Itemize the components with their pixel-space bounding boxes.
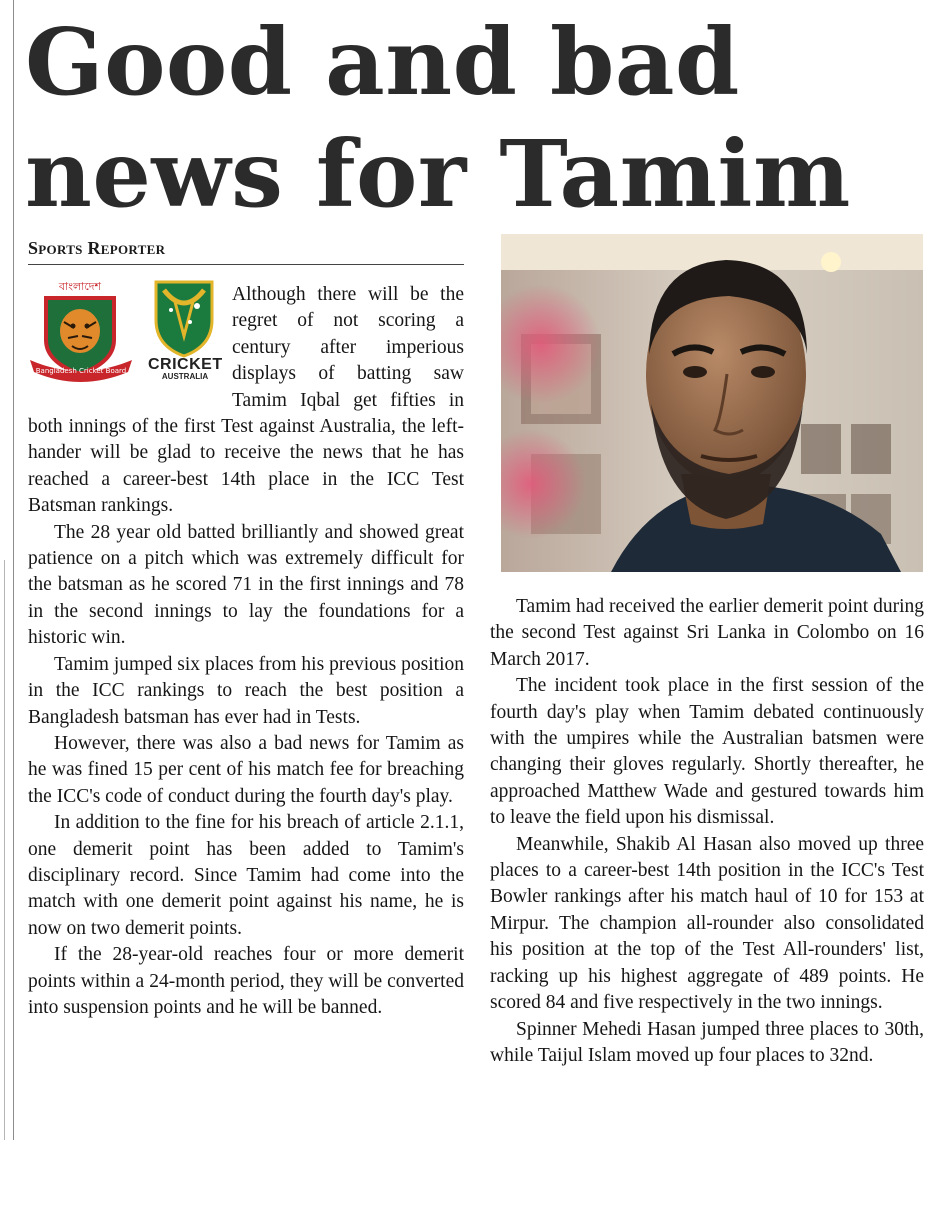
paragraph: The incident took place in the first session of the fourth day's play when Tamim debated continuously with the umpires while the Australian batsmen were changing their gloves regularly. Shortly thereafter, he approached Matthew Wade and gestured towards him to leave the field upon his dismissal.: [490, 675, 924, 829]
ca-logo-line2: AUSTRALIA: [161, 372, 209, 381]
paragraph: Meanwhile, Shakib Al Hasan also moved up three places to a career-best 14th position in the ICC's Test Bowler rankings after his match haul of 10 for 153 at Mirpur. The champion all-rounder also consolidated his position at the top of the Test All-rounders' list, racking up his highest aggregate of 489 points. He scored 84 and five respectively in the two innings.: [490, 833, 924, 1014]
paragraph: Spinner Mehedi Hasan jumped three places to 30th, while Taijul Islam moved up four places to 32nd.: [490, 1018, 924, 1066]
paragraph: Tamim jumped six places from his previous position in the ICC rankings to reach the best position a Bangladesh batsman has ever had in Tests.: [28, 653, 464, 728]
paragraph: If the 28-year-old reaches four or more demerit points within a 24-month period, they will be converted into suspension points and he will be banned.: [28, 944, 464, 1018]
page-margin-rule-inner: [4, 560, 5, 1140]
paragraph: Although there will be the regret of not scoring a century after imperious displays of batting saw Tamim Iqbal get fifties in both innings of the first Test against Australia, the left-hander will be glad to receive the news that he has reached a career-best 14th place in the ICC Test Batsman rankings.: [28, 284, 464, 517]
paragraph: The 28 year old batted brilliantly and showed great patience on a pitch which was extremely difficult for the batsman as he scored 71 in the first innings and 78 in the second innings to lay the foundations for a historic win.: [28, 521, 464, 649]
byline: Sports Reporter: [28, 238, 166, 258]
article-column-right: [490, 594, 924, 1069]
article-column-left: [28, 282, 464, 1021]
portrait-image: [501, 234, 923, 572]
paragraph: However, there was also a bad news for Tamim as he was fined 15 per cent of his match fee for breaching the ICC's code of conduct during the fourth day's play.: [28, 732, 464, 807]
ca-logo-line1: CRICKET: [148, 356, 223, 373]
bcb-ribbon-text: Bangladesh Cricket Board: [35, 367, 127, 375]
bcb-bengali-name: বাংলাদেশ: [58, 280, 102, 293]
paragraph: Tamim had received the earlier demerit point during the second Test against Sri Lanka in Colombo on 16 March 2017.: [490, 596, 924, 670]
headline: Good and bad news for Tamim: [25, 8, 851, 228]
byline-divider: [28, 264, 464, 265]
paragraph: In addition to the fine for his breach of article 2.1.1, one demerit point has been added to Tamim's disciplinary record. Since Tamim had come into the match with one demerit point against his name, he is now on two demerit points.: [28, 812, 464, 939]
page-margin-rule: [13, 0, 14, 1140]
player-photo: [501, 234, 923, 572]
